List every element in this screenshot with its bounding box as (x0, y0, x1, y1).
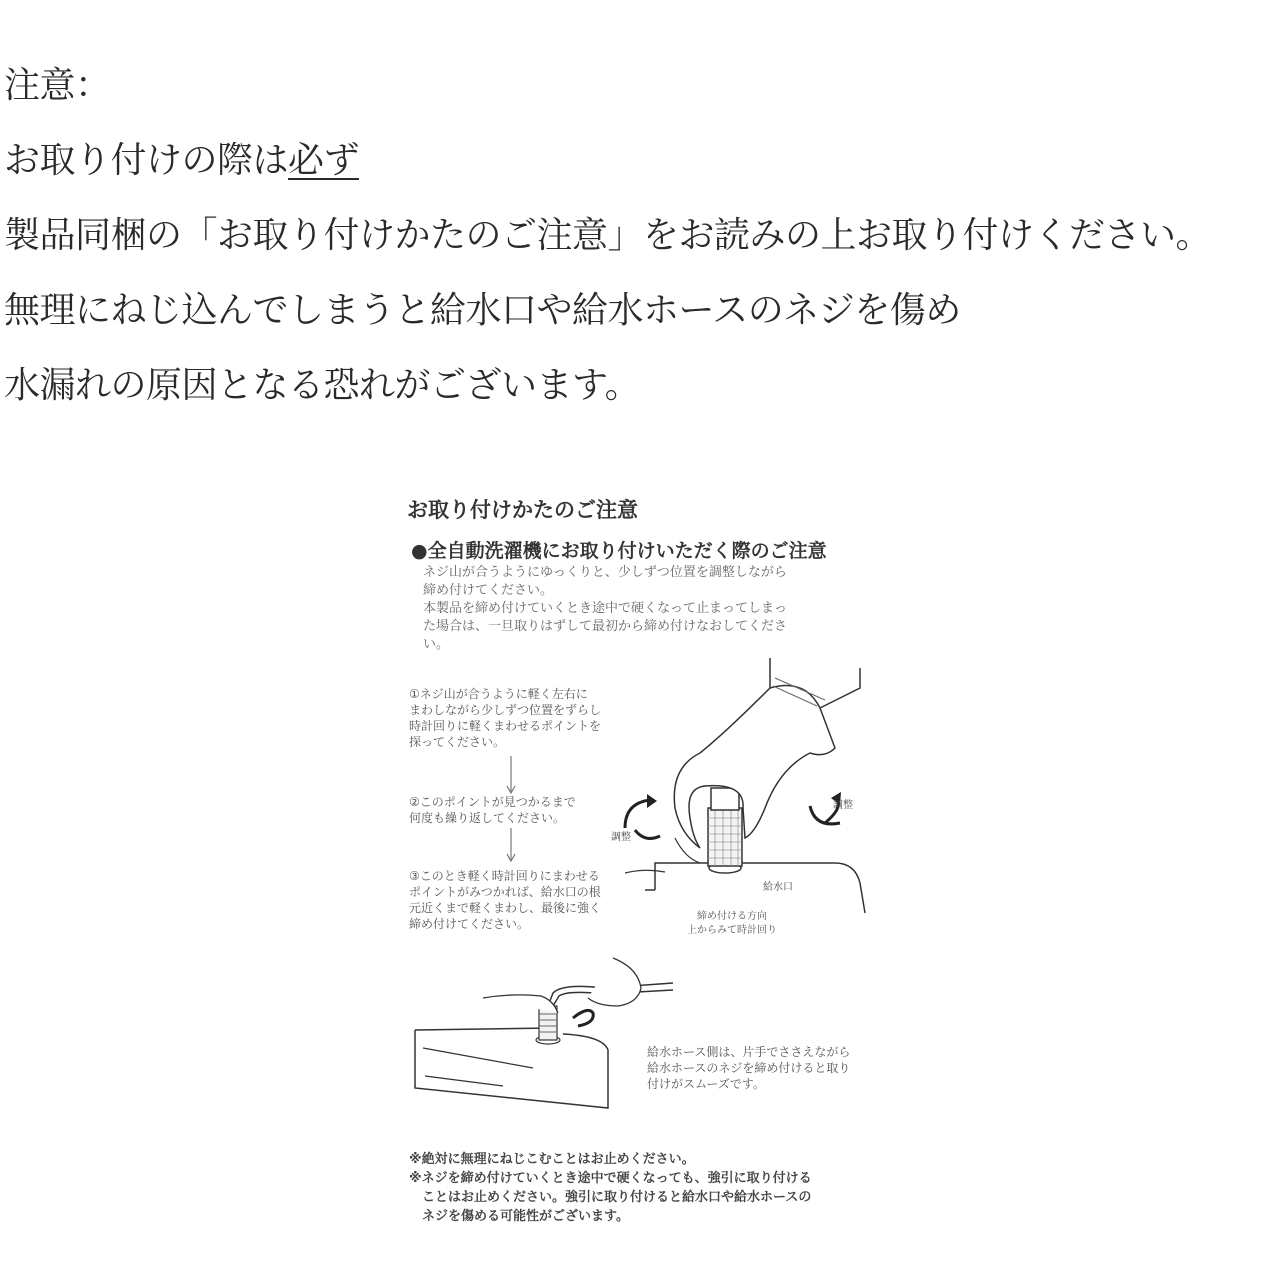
hose-attachment-illustration (413, 958, 683, 1118)
step-2 (409, 794, 576, 826)
direction-caption (687, 910, 777, 938)
notice-line-damage: 無理にねじ込んでしまうと給水口や給水ホースのネジを傷め (4, 290, 961, 331)
arrow-down-icon (505, 828, 517, 864)
card-title: お取り付けかたのご注意 (407, 498, 638, 522)
step-line: ②このポイントが見つかるまで (409, 795, 576, 809)
notice-heading: 注意： (4, 65, 111, 106)
adjust-label-left: 調整 (611, 832, 631, 843)
intro-line: た場合は、一旦取りはずして最初から締め付けなおしてくださ (423, 619, 788, 634)
step-line: ③このとき軽く時計回りにまわせる (409, 869, 600, 883)
step-1 (409, 686, 601, 750)
notice-text (4, 48, 1280, 423)
note-line: ネジを傷める可能性がございます。 (409, 1209, 629, 1224)
step-line: 何度も繰り返してください。 (409, 811, 566, 825)
hose-line: 給水ホースのネジを締め付けると取り (647, 1061, 851, 1075)
step-line: ①ネジ山が合うように軽く左右に (409, 687, 588, 701)
arrow-down-icon (505, 756, 517, 796)
section-heading: ●全自動洗濯機にお取り付けいただく際のご注意 (411, 540, 827, 562)
step-line: 時計回りに軽くまわせるポイントを (409, 719, 602, 733)
step-3 (409, 868, 601, 932)
note-line: ※ネジを締め付けていくとき途中で硬くなっても、強引に取り付ける (409, 1171, 812, 1186)
caption-line: 上からみて時計回り (687, 925, 777, 936)
hose-text (647, 1044, 850, 1092)
instruction-card (405, 488, 905, 1248)
intro-text (423, 564, 883, 654)
step-line: 探ってください。 (409, 735, 506, 749)
notice-prefix: お取り付けの際は (4, 140, 289, 181)
intro-line: い。 (423, 637, 450, 652)
notice-line-read: 製品同梱の「お取り付けかたのご注意」をお読みの上お取り付けください。 (4, 215, 1212, 256)
intro-line: 本製品を締め付けていくとき途中で硬くなって止まってしまっ (423, 601, 788, 616)
step-line: 元近くまで軽くまわし、最後に強く (409, 901, 602, 915)
step-line: 締め付けてください。 (409, 917, 530, 931)
caption-line: 締め付ける方向 (697, 911, 767, 922)
hose-line: 給水ホース側は、片手でささえながら (647, 1045, 851, 1059)
hose-line: 付けがスムーズです。 (647, 1077, 765, 1091)
note-line: ※絶対に無理にねじこむことはお止めください。 (409, 1152, 695, 1167)
note-line: ことはお止めください。強引に取り付けると給水口や給水ホースの (409, 1190, 812, 1205)
notice-emphasis: 必ず (288, 140, 360, 181)
notice-line-leak: 水漏れの原因となる恐れがございます。 (4, 365, 641, 406)
step-line: ポイントがみつかれば、給水口の根 (409, 885, 601, 899)
notice-line-must (4, 123, 1280, 198)
intro-line: ネジ山が合うようにゆっくりと、少しずつ位置を調整しながら (423, 565, 787, 580)
hand-tightening-illustration (605, 658, 905, 938)
caution-notes (409, 1150, 812, 1226)
step-line: まわしながら少しずつ位置をずらし (409, 703, 602, 717)
inlet-label: 給水口 (763, 882, 793, 893)
adjust-label-right: 調整 (833, 800, 853, 811)
intro-line: 締め付けてください。 (423, 583, 554, 598)
